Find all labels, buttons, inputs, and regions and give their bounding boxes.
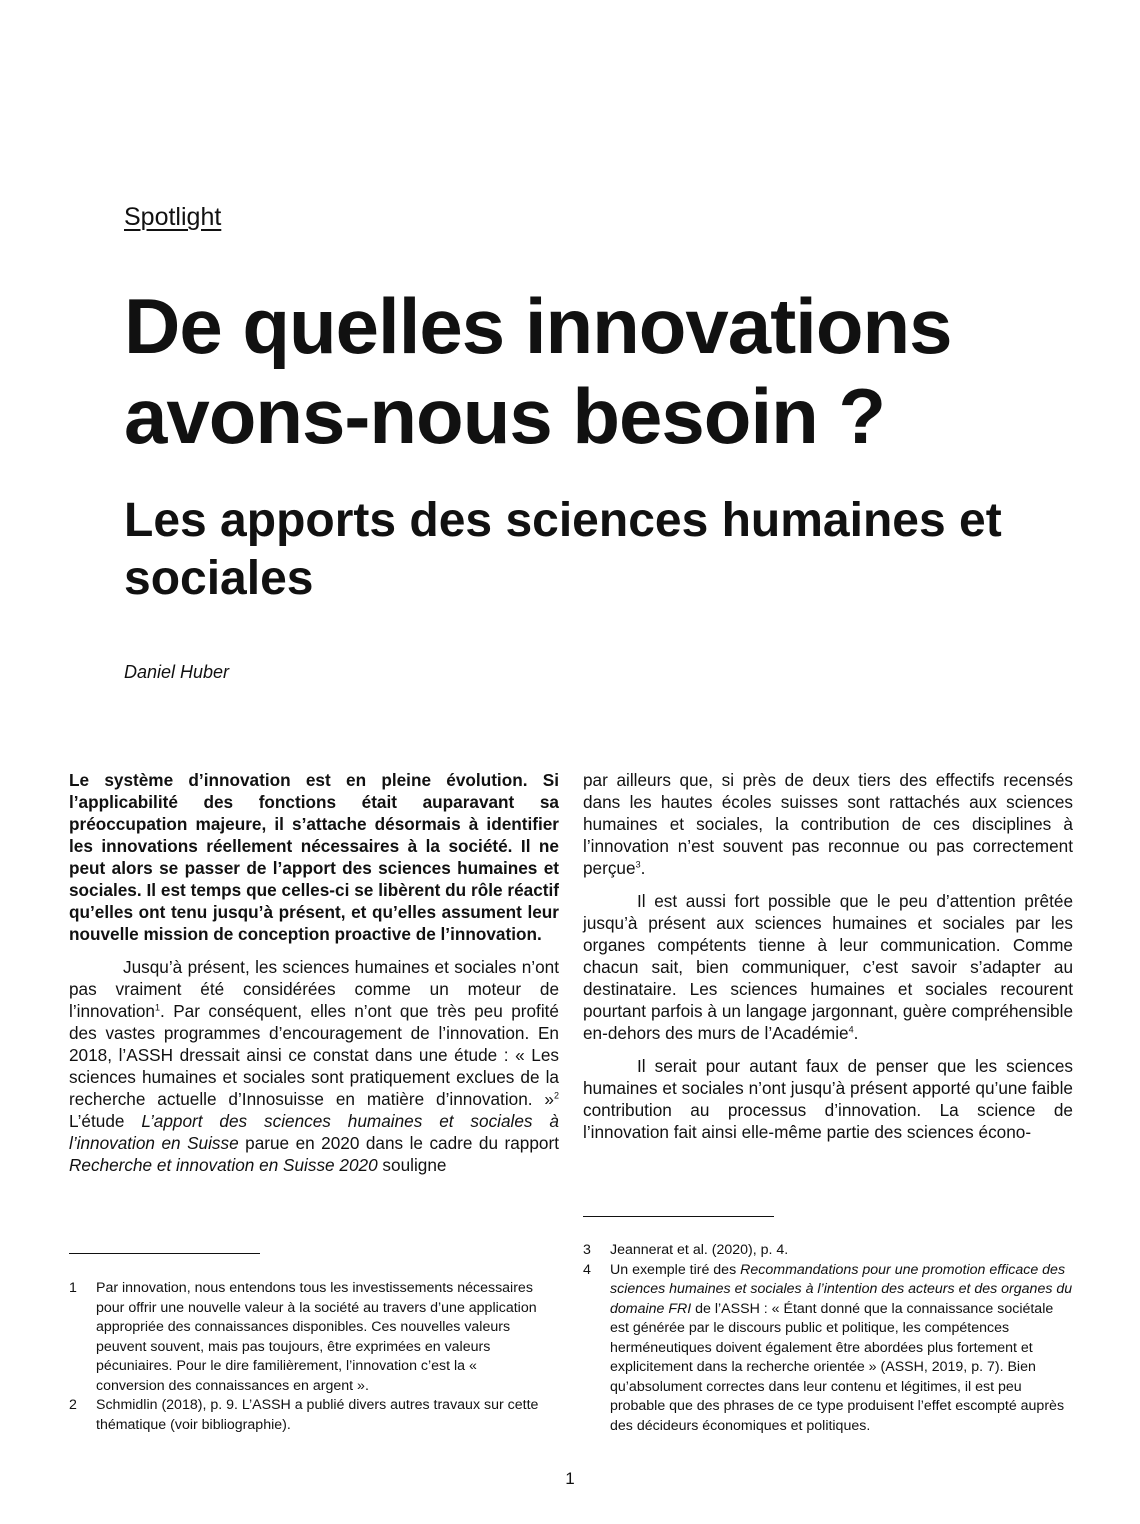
text-run: Un exemple tiré des	[610, 1261, 741, 1278]
footnotes-left	[69, 1279, 539, 1435]
page-number: 1	[565, 1469, 575, 1488]
footnote-ref-2[interactable]: 2	[553, 1090, 559, 1101]
footnote-text: Jeannerat et al. (2020), p. 4.	[610, 1242, 789, 1258]
body-paragraph-3: Il serait pour autant faux de penser que les sciences humaines et sociales n’ont jusqu’à présent apporté qu’une faible contribution au processus d’innovation. La science de l’innovation fait ainsi elle-même partie des sciences écono-	[583, 1056, 1073, 1142]
footnote-text	[610, 1261, 1073, 1437]
text-run: Il est aussi fort possible que le peu d’attention prêtée jusqu’à présent aux sciences humaines et sociales par les organes compétents tienne à leur communication. Comme chacun sait, bien communiquer, c’est savoir s’adapter au destinataire. Les sciences humaines et sociales recourent pourtant parfois à un langage jargonnant, guère compréhensible en-dehors des murs de l’Académie	[583, 891, 1073, 1043]
footnote-number: 4	[583, 1261, 591, 1278]
page-title: De quelles innovations avons-nous besoin ?	[124, 282, 952, 460]
text-run: souligne	[377, 1155, 447, 1175]
body-paragraph-1-continued	[583, 769, 1073, 879]
footnote-text: Schmidlin (2018), p. 9. L’ASSH a publié divers autres travaux sur cette thématique (voir bibliographie).	[96, 1397, 539, 1433]
body-paragraph-2	[583, 890, 1073, 1044]
text-run: de l’ASSH : « Étant donné que la connaissance sociétale est générée par le discours public et politique, les compétences herméneutiques doivent également être abordées plus fortement et explicitement dans la recherche orientée » (ASSH, 2019, p. 7). Bien qu’absolument correctes dans leur contenu et légitimes, il est peu probable que des phrases de ce type produisent l’effet escompté auprès des décideurs économiques et politiques.	[610, 1300, 1065, 1434]
text-run: parue en 2020 dans le cadre du rapport	[238, 1133, 559, 1153]
footnote-number: 1	[69, 1280, 77, 1296]
text-run: par ailleurs que, si près de deux tiers des effectifs recensés dans les hautes écoles suisses sont rattachés aux sciences humaines et sociales, la contribution de ces disciplines à l’innovation n’est souvent pas reconnue ou pas correctement perçue	[583, 770, 1073, 878]
footnote-1	[69, 1279, 539, 1396]
author-name: Daniel Huber	[124, 662, 230, 682]
body-column-left	[69, 769, 559, 1176]
body-paragraph-1	[69, 956, 559, 1176]
footnote-3	[583, 1241, 1073, 1261]
footnote-ref-3[interactable]: 3	[635, 859, 641, 870]
footnote-ref-4[interactable]: 4	[848, 1024, 854, 1035]
text-run: .	[640, 858, 646, 878]
text-run: L’étude	[69, 1111, 142, 1131]
body-column-right	[583, 769, 1073, 1143]
section-label: Spotlight	[124, 203, 222, 231]
text-run: Jusqu’à présent, les sciences humaines et sociales n’ont pas vraiment été considérées comme un moteur de l’innovation	[69, 957, 559, 1021]
footnote-divider	[69, 1253, 260, 1254]
footnotes-right	[583, 1241, 1073, 1436]
page-subtitle: Les apports des sciences humaines et sociales	[124, 494, 1002, 605]
lead-paragraph: Le système d’innovation est en pleine évolution. Si l’applicabilité des fonctions était auparavant sa préoccupation majeure, il s’attache désormais à identifier les innovations réellement nécessaires à la société. Il ne peut alors se passer de l’apport des sciences humaines et sociales. Il est temps que celles-ci se libèrent du rôle réactif qu’elles ont tenu jusqu’à présent, et qu’elles assument leur nouvelle mission de conception proactive de l’innovation.	[69, 770, 559, 944]
footnote-divider	[583, 1216, 774, 1217]
footnote-2	[69, 1396, 539, 1435]
footnote-4	[583, 1261, 1073, 1437]
recommendations-title: Recommandations pour une promotion efficace des sciences humaines et sociales à l’intention des acteurs et des organes du domaine FRI	[610, 1261, 1073, 1317]
report-title: Recherche et innovation en Suisse 2020	[69, 1155, 378, 1175]
study-title: L’apport des sciences humaines et sociales à l’innovation en Suisse	[69, 1111, 559, 1153]
footnote-number: 2	[69, 1397, 77, 1413]
footnote-ref-1[interactable]: 1	[155, 1002, 161, 1013]
text-run: .	[853, 1023, 859, 1043]
footnote-number: 3	[583, 1242, 591, 1258]
footnote-text: Par innovation, nous entendons tous les investissements nécessaires pour offrir une nouvelle valeur à la société au travers d’une application appropriée des connaissances disponibles. Ces nouvelles valeurs peuvent souvent, mais pas toujours, être exprimées en valeurs pécuniaires. Pour le dire familièrement, l’innovation c’est la « conversion des connaissances en argent ».	[96, 1280, 537, 1394]
text-run: . Par conséquent, elles n’ont que très peu profité des vastes programmes d’encouragement de l’innovation. En 2018, l’ASSH dressait ainsi ce constat dans une étude : « Les sciences humaines et sociales sont pratiquement exclues de la recherche actuelle d’Innosuisse en matière d’innovation. »	[69, 1001, 559, 1109]
